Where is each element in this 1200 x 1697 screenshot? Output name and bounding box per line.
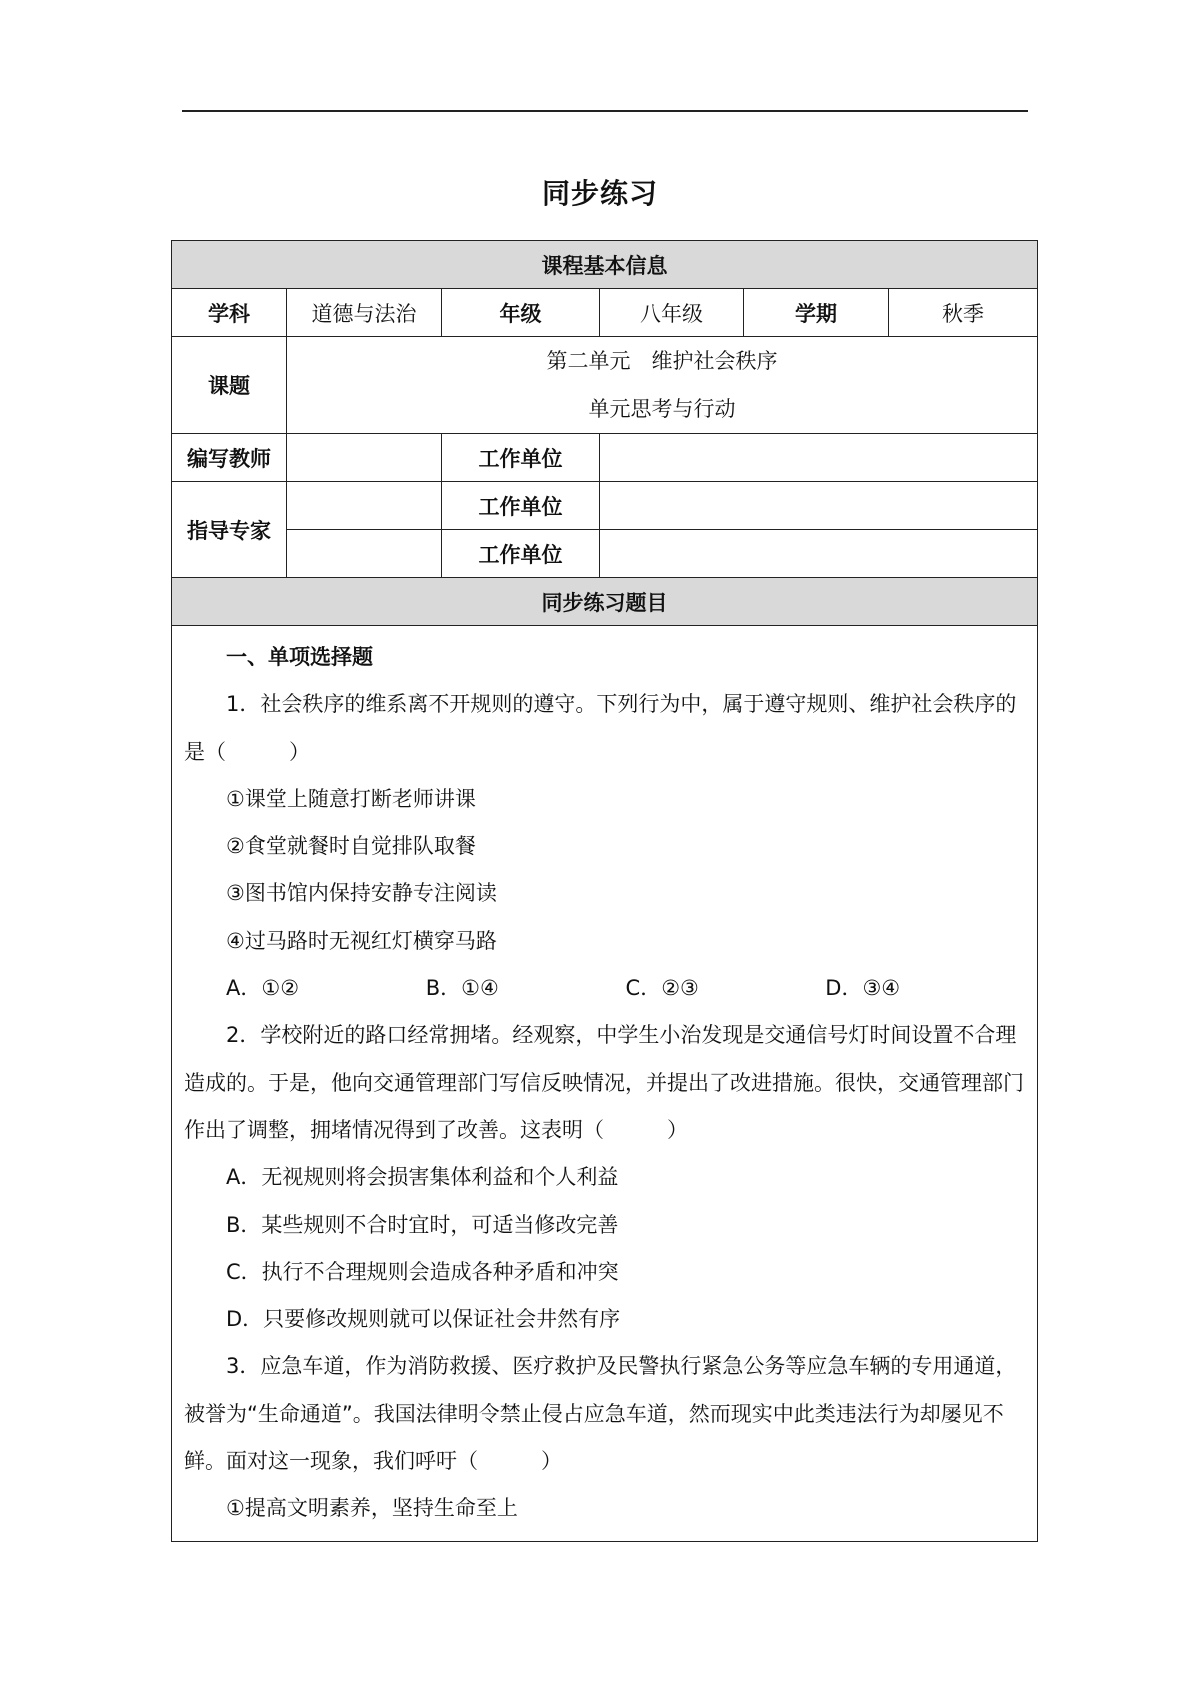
topic-label: 课题 <box>172 337 287 434</box>
question-1-stem: 1．社会秩序的维系离不开规则的遵守。下列行为中，属于遵守规则、维护社会秩序的是（ ） <box>184 692 1017 764</box>
expert-1-value <box>287 482 442 530</box>
question-1-options <box>184 965 1025 1012</box>
author-work-unit-label: 工作单位 <box>442 434 600 482</box>
expert-2-work-unit-label: 工作单位 <box>442 530 600 578</box>
page-title: 同步练习 <box>541 177 658 210</box>
question-1-option-d: D．③④ <box>825 976 901 1001</box>
question-1-option-b: B．①④ <box>425 976 499 1001</box>
topic-value <box>287 337 1038 434</box>
expert-label: 指导专家 <box>172 482 287 578</box>
expert-2-value <box>287 530 442 578</box>
author-work-unit-value <box>600 434 1038 482</box>
expert-1-work-unit-value <box>600 482 1038 530</box>
section-header-exercises: 同步练习题目 <box>172 578 1038 626</box>
header-rule <box>182 110 1028 112</box>
course-info-table <box>171 240 1038 1542</box>
question-2-option-a: A．无视规则将会损害集体利益和个人利益 <box>226 1165 619 1190</box>
topic-unit-title: 第二单元 维护社会秩序 <box>546 349 778 373</box>
term-value: 秋季 <box>889 289 1038 337</box>
grade-value: 八年级 <box>600 289 744 337</box>
question-1-item: ④过马路时无视红灯横穿马路 <box>226 928 497 953</box>
question-2-option-c: C．执行不合理规则会造成各种矛盾和冲突 <box>226 1259 619 1284</box>
question-1-item: ①课堂上随意打断老师讲课 <box>226 786 476 811</box>
topic-lesson-title: 单元思考与行动 <box>588 397 736 421</box>
section-header-basic-info: 课程基本信息 <box>172 241 1038 289</box>
subject-label: 学科 <box>172 289 287 337</box>
question-1-option-a: A．①② <box>226 976 300 1001</box>
question-1-item: ②食堂就餐时自觉排队取餐 <box>226 834 476 859</box>
question-3-stem: 3．应急车道，作为消防救援、医疗救护及民警执行紧急公务等应急车辆的专用通道，被誉为“生命通道”。我国法律明令禁止侵占应急车道，然而现实中此类违法行为却屡见不鲜。面对这一现象，我们呼吁（ ） <box>184 1354 1017 1474</box>
author-value <box>287 434 442 482</box>
expert-2-work-unit-value <box>600 530 1038 578</box>
subject-value: 道德与法治 <box>287 289 442 337</box>
term-label: 学期 <box>744 289 889 337</box>
question-2-stem: 2．学校附近的路口经常拥堵。经观察，中学生小治发现是交通信号灯时间设置不合理造成的。于是，他向交通管理部门写信反映情况，并提出了改进措施。很快，交通管理部门作出了调整，拥堵情况得到了改善。这表明（ ） <box>184 1023 1024 1142</box>
grade-label: 年级 <box>442 289 600 337</box>
question-1-item: ③图书馆内保持安静专注阅读 <box>226 881 497 906</box>
expert-1-work-unit-label: 工作单位 <box>442 482 600 530</box>
question-2-option-b: B．某些规则不合时宜时，可适当修改完善 <box>226 1212 619 1237</box>
author-label: 编写教师 <box>172 434 287 482</box>
exercise-content <box>172 626 1038 1542</box>
section-heading-single-choice: 一、单项选择题 <box>226 645 373 669</box>
question-3-item: ①提高文明素养，坚持生命至上 <box>226 1496 518 1521</box>
question-2-option-d: D．只要修改规则就可以保证社会井然有序 <box>226 1307 621 1332</box>
question-1-option-c: C．②③ <box>625 976 699 1001</box>
